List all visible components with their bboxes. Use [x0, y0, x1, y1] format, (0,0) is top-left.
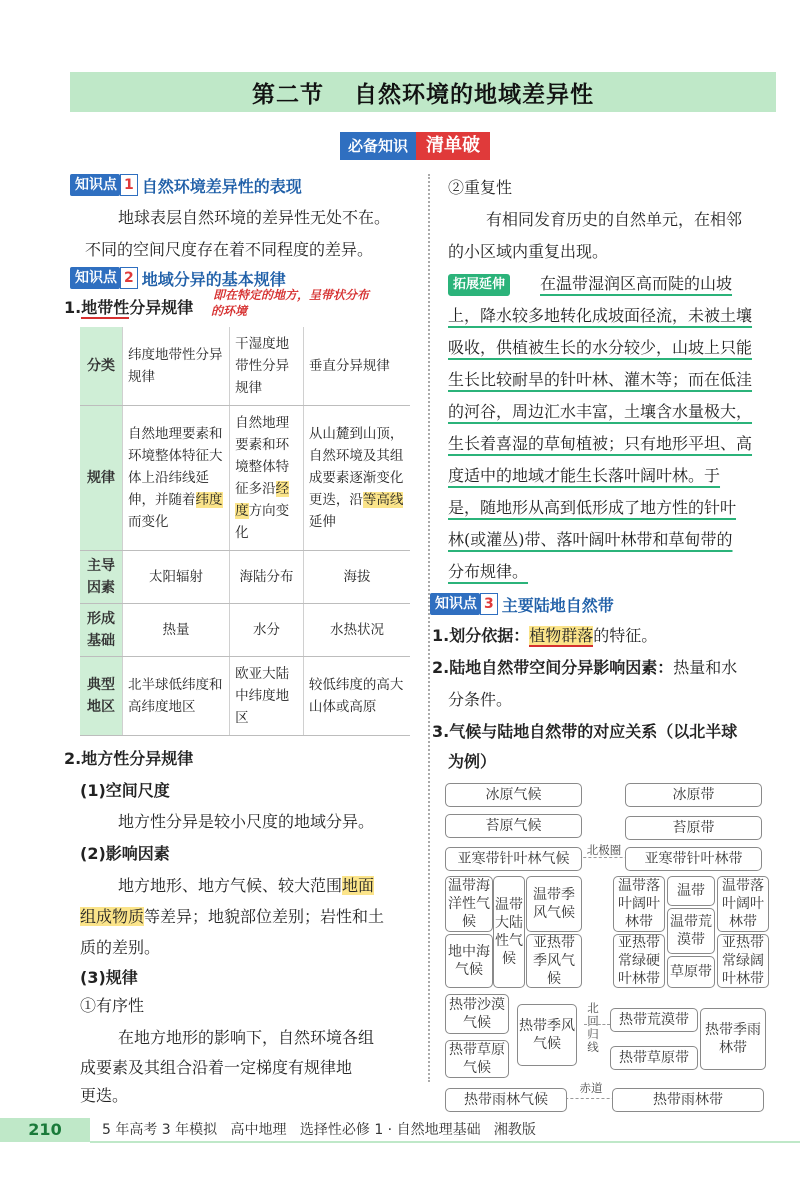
zone-box: 亚热带常绿硬叶林带 — [613, 934, 665, 988]
table-cell: 北半球低纬度和高纬度地区 — [123, 657, 230, 736]
label: 1.划分依据： — [432, 626, 530, 645]
table-cell: 太阳辐射 — [123, 551, 230, 604]
extension-line: 度适中的地域才能生长落叶阔叶林。于 — [448, 466, 721, 485]
zone-box: 冰原带 — [625, 783, 762, 807]
kp-tag: 知识点 — [430, 593, 480, 615]
kp1-para1: 地球表层自然环境的差异性无处不在。 — [118, 208, 391, 227]
table-cell: 水热状况 — [303, 604, 410, 657]
kp-title: 主要陆地自然带 — [501, 595, 614, 615]
cell-text: 从山麓到山顶，自然环境及其组成要素逐渐变化更迭，沿 — [308, 426, 404, 508]
handwritten-annotation-2: 的环境 — [211, 304, 248, 318]
text: 等差异；地貌部位差别；岩性和土 — [144, 907, 385, 926]
zone-box: 热带荒漠带 — [610, 1008, 698, 1032]
arctic-circle-label: 北极圈 — [586, 843, 622, 857]
table-cell — [230, 406, 304, 551]
kp-number: 2 — [120, 267, 138, 289]
kp2-heading — [70, 266, 286, 290]
extension-line: 吸收，供植被生长的水分较少，山坡上只能 — [448, 338, 753, 357]
table-cell: 欧亚大陆中纬度地区 — [230, 657, 304, 736]
knowledge-badge — [340, 132, 490, 160]
table-row — [80, 406, 410, 551]
climate-box: 苔原气候 — [445, 814, 582, 838]
table-row — [80, 657, 410, 736]
text: 地方地形、地方气候、较大范围 — [118, 876, 343, 895]
zone-box: 热带草原带 — [610, 1046, 698, 1070]
table-cell — [123, 406, 230, 551]
extension-tag: 拓展延伸 — [448, 274, 510, 296]
tropic-line — [584, 1024, 610, 1025]
kp3-relation: 3.气候与陆地自然带的对应关系（以北半球 — [432, 722, 738, 741]
label: 2.陆地自然带空间分异影响因素： — [432, 658, 674, 677]
repetitive-text-2: 的小区域内重复出现。 — [448, 242, 609, 261]
cell-text: 而变化 — [128, 514, 169, 530]
factors-heading: (2)影响因素 — [80, 844, 170, 863]
kp-number: 1 — [120, 174, 138, 196]
tropic-label: 北回归线 — [582, 1002, 604, 1054]
extension-line: 生长比较耐旱的针叶林、灌木等；而在低洼 — [448, 370, 753, 389]
table-cell: 干湿度地带性分异规律 — [230, 327, 304, 406]
kp3-factors — [432, 652, 737, 684]
table-cell: 纬度地带性分异规律 — [123, 327, 230, 406]
extension-line: 上，降水较多地转化成坡面径流，未被土壤 — [448, 306, 753, 325]
heading-number: 1. — [64, 298, 82, 317]
extension-line: 分布规律。 — [448, 562, 529, 581]
table-cell: 热量 — [123, 604, 230, 657]
factors-text-3: 质的差别。 — [80, 938, 161, 957]
footer-rule — [90, 1141, 800, 1143]
kp1-heading — [70, 173, 302, 197]
climate-box: 地中海气候 — [445, 934, 493, 988]
ordered-heading: ①有序性 — [80, 996, 145, 1015]
climate-box: 温带季风气候 — [526, 876, 582, 932]
heading-keyword: 地带性 — [81, 298, 130, 317]
cell-highlight: 等高线 — [362, 492, 404, 508]
factors-text-2 — [80, 901, 384, 933]
table-cell: 水分 — [230, 604, 304, 657]
climate-box: 温带大陆性气候 — [493, 876, 525, 988]
climate-box: 温带海洋性气候 — [445, 876, 493, 932]
table-row — [80, 327, 410, 406]
kp3-basis — [432, 620, 657, 652]
zonal-law-heading — [64, 295, 193, 321]
extension-line: 生长着喜湿的草甸植被；只有地形平坦、高 — [448, 434, 753, 453]
climate-box: 热带季风气候 — [517, 1004, 577, 1066]
ordered-text-2: 成要素及其组合沿着一定梯度有规律地 — [80, 1058, 353, 1077]
extension-line: 是，随地形从高到低形成了地方性的针叶 — [448, 498, 737, 517]
zone-box: 亚寒带针叶林带 — [625, 847, 762, 871]
zone-box: 温带落叶阔叶林带 — [613, 876, 665, 932]
cell-highlight: 纬度 — [195, 492, 223, 508]
badge-right: 清单破 — [416, 132, 490, 160]
section-number: 第二节 — [252, 81, 324, 108]
kp-title: 自然环境差异性的表现 — [141, 176, 302, 196]
table-row — [80, 604, 410, 657]
spatial-scale-heading: (1)空间尺度 — [80, 781, 170, 800]
extension-line: 林(或灌丛)带、落叶阔叶林带和草甸带的 — [448, 530, 733, 549]
table-row — [80, 551, 410, 604]
kp-number: 3 — [480, 593, 498, 615]
zone-box: 草原带 — [667, 956, 715, 988]
zone-box: 温带荒漠带 — [667, 908, 715, 954]
row-header: 分类 — [80, 327, 123, 406]
kp3-factors-cont: 分条件。 — [448, 690, 513, 709]
table-cell: 海陆分布 — [230, 551, 304, 604]
ordered-text-3: 更迭。 — [80, 1086, 129, 1105]
cell-text: 自然地理要素和环境整体特征多沿 — [235, 415, 290, 497]
repetitive-text-1: 有相同发育历史的自然单元，在相邻 — [486, 210, 743, 229]
table-cell — [303, 406, 410, 551]
climate-box: 冰原气候 — [445, 783, 582, 807]
cell-text: 延伸 — [308, 514, 336, 530]
zone-box: 苔原带 — [625, 816, 762, 840]
kp-tag: 知识点 — [70, 174, 120, 196]
handwritten-annotation-1: 即在特定的地方，呈带状分布 — [213, 288, 370, 302]
equator-label: 赤道 — [576, 1082, 606, 1095]
climate-box: 热带沙漠气候 — [445, 994, 509, 1034]
climate-box: 热带草原气候 — [445, 1040, 509, 1078]
climate-box: 亚热带季风气候 — [526, 934, 582, 988]
table-cell: 较低纬度的高大山体或高原 — [303, 657, 410, 736]
column-divider — [428, 174, 430, 1082]
repetitive-heading: ②重复性 — [448, 178, 513, 197]
table-cell: 海拔 — [303, 551, 410, 604]
heading-rest: 分异规律 — [129, 298, 194, 317]
zone-box: 温带 — [667, 876, 715, 906]
climate-box: 热带雨林气候 — [445, 1088, 567, 1112]
extension-line: 在温带湿润区高而陡的山坡 — [540, 274, 733, 293]
row-header: 规律 — [80, 406, 123, 551]
kp-title: 地域分异的基本规律 — [141, 269, 286, 289]
row-header: 主导因素 — [80, 551, 123, 604]
highlight: 组成物质 — [80, 907, 145, 926]
cell-text: 方向变化 — [235, 503, 290, 541]
spatial-scale-text: 地方性分异是较小尺度的地域分异。 — [118, 812, 375, 831]
row-header: 形成基础 — [80, 604, 123, 657]
kp3-relation-cont: 为例） — [448, 752, 497, 771]
factors-text-1 — [118, 870, 374, 902]
kp1-para2: 不同的空间尺度存在着不同程度的差异。 — [85, 240, 374, 259]
local-law-heading: 2.地方性分异规律 — [64, 749, 194, 768]
ordered-text-1: 在地方地形的影响下，自然环境各组 — [118, 1028, 375, 1047]
zone-box: 热带季雨林带 — [700, 1008, 766, 1070]
cell-highlight: 经度 — [235, 481, 290, 519]
section-title: 自然环境的地域差异性 — [354, 81, 594, 108]
extension-line: 的河谷，周边汇水丰富，土壤含水量极大， — [448, 402, 753, 421]
row-header: 典型地区 — [80, 657, 123, 736]
cell-text: 自然地理要素和环境整体特征大体上沿纬线延伸，并随着 — [128, 426, 223, 508]
highlight: 地面 — [342, 876, 375, 895]
badge-left: 必备知识 — [340, 132, 416, 160]
footer-text: 5 年高考 3 年模拟 高中地理 选择性必修 1 · 自然地理基础 湘教版 — [102, 1122, 536, 1138]
text: 的特征。 — [593, 626, 658, 645]
table-cell: 垂直分异规律 — [303, 327, 410, 406]
text: 热量和水 — [673, 658, 738, 677]
zone-box: 温带落叶阔叶林带 — [717, 876, 769, 932]
climate-box: 亚寒带针叶林气候 — [445, 847, 582, 871]
page-number: 210 — [0, 1118, 90, 1142]
kp-tag: 知识点 — [70, 267, 120, 289]
zonal-law-table — [80, 327, 410, 736]
highlight: 植物群落 — [529, 626, 594, 645]
zone-box: 热带雨林带 — [612, 1088, 764, 1112]
section-title-bar — [70, 72, 776, 112]
zone-box: 亚热带常绿阔叶林带 — [717, 934, 769, 988]
equator-line — [560, 1098, 620, 1099]
pattern-heading: (3)规律 — [80, 968, 138, 987]
kp3-heading — [430, 592, 614, 616]
